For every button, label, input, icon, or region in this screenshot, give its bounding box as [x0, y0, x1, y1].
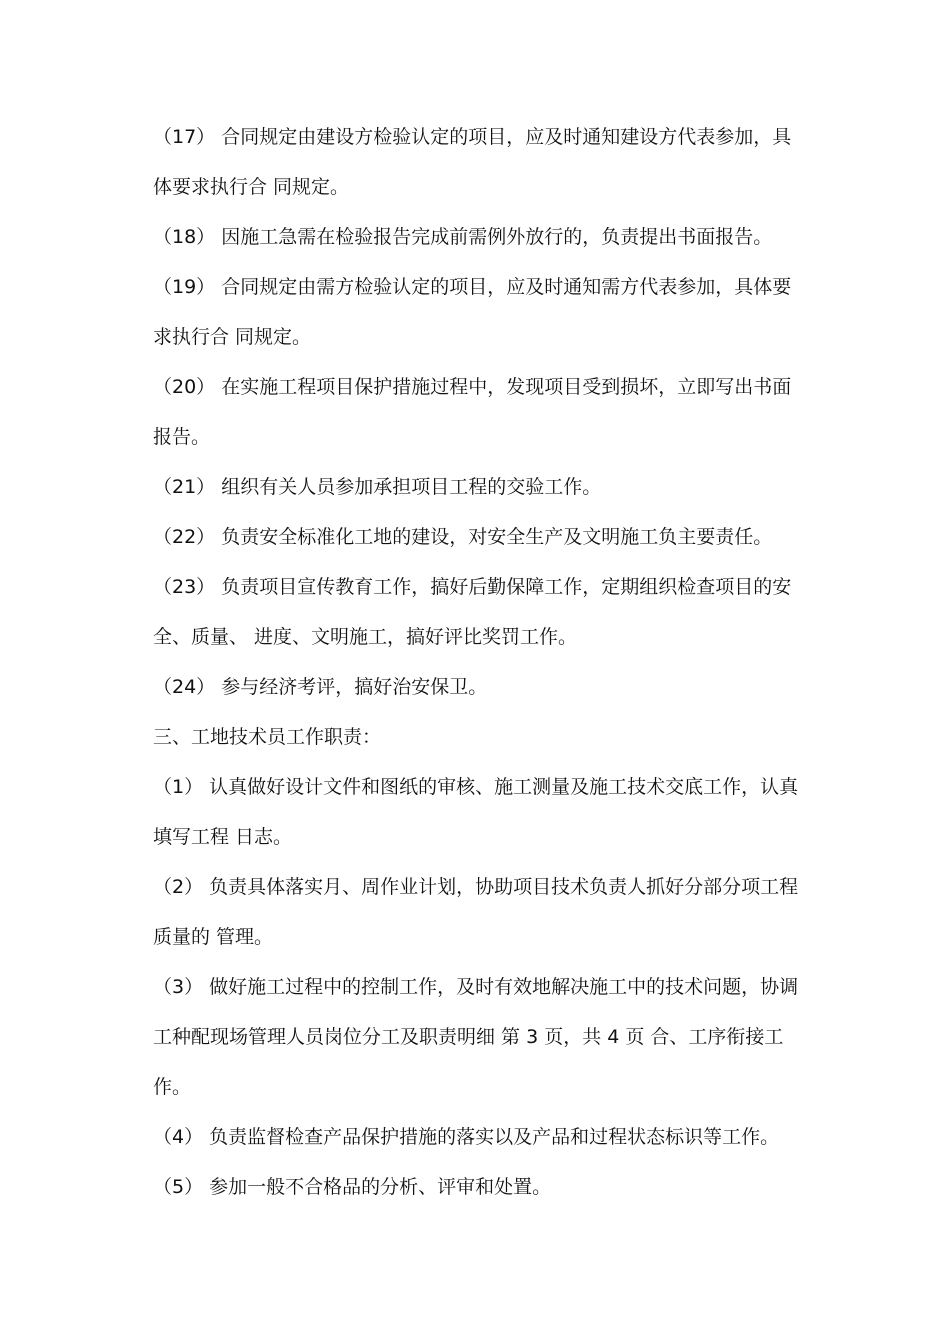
text-line: （5） 参加一般不合格品的分析、评审和处置。: [153, 1176, 552, 1198]
text-line: （20） 在实施工程项目保护措施过程中，发现项目受到损坏，立即写出书面: [153, 376, 792, 398]
text-line: （3） 做好施工过程中的控制工作，及时有效地解决施工中的技术问题，协调: [153, 976, 799, 998]
text-line: （22） 负责安全标准化工地的建设，对安全生产及文明施工负主要责任。: [153, 526, 773, 548]
text-line: 全、质量、 进度、文明施工，搞好评比奖罚工作。: [153, 626, 578, 648]
text-line: 作。: [153, 1076, 192, 1098]
text-line: （24） 参与经济考评，搞好治安保卫。: [153, 676, 488, 698]
text-line: 报告。: [153, 426, 211, 448]
text-line: 填写工程 日志。: [153, 826, 293, 848]
text-line: 质量的 管理。: [153, 926, 274, 948]
text-line: （18） 因施工急需在检验报告完成前需例外放行的，负责提出书面报告。: [153, 226, 773, 248]
text-line: 求执行合 同规定。: [153, 326, 312, 348]
text-line: （1） 认真做好设计文件和图纸的审核、施工测量及施工技术交底工作，认真: [153, 776, 799, 798]
text-line: （4） 负责监督检查产品保护措施的落实以及产品和过程状态标识等工作。: [153, 1126, 780, 1148]
text-line: （2） 负责具体落实月、周作业计划，协助项目技术负责人抓好分部分项工程: [153, 876, 799, 898]
text-line: 体要求执行合 同规定。: [153, 176, 350, 198]
text-line: （21） 组织有关人员参加承担项目工程的交验工作。: [153, 476, 602, 498]
text-line: （19） 合同规定由需方检验认定的项目，应及时通知需方代表参加，具体要: [153, 276, 792, 298]
document-body: [153, 112, 813, 1212]
text-line: （17） 合同规定由建设方检验认定的项目，应及时通知建设方代表参加，具: [153, 126, 792, 148]
text-line: 工种配现场管理人员岗位分工及职责明细 第 3 页，共 4 页 合、工序衔接工: [153, 1026, 784, 1048]
text-line: （23） 负责项目宣传教育工作，搞好后勤保障工作，定期组织检查项目的安: [153, 576, 792, 598]
section-heading: 三、工地技术员工作职责：: [153, 726, 382, 748]
